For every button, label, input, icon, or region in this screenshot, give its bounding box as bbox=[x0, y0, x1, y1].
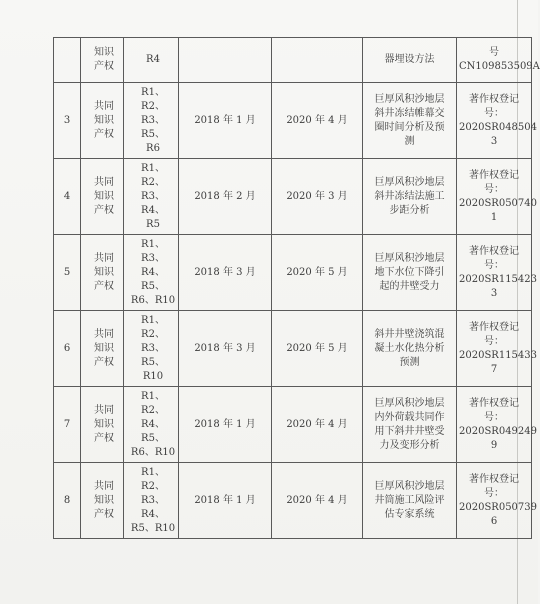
registration-cell: 著作权登记 号： 2020SR115433 7 bbox=[457, 311, 532, 387]
ownership-cell: 共同 知识 产权 bbox=[81, 83, 124, 159]
start-date-cell: 2018 年 1 月 bbox=[179, 83, 272, 159]
end-date-cell: 2020 年 4 月 bbox=[272, 83, 363, 159]
title-cell: 巨厚风积沙地层 斜井冻结帷幕交 圈时间分析及预 测 bbox=[363, 83, 457, 159]
row-number: 7 bbox=[54, 387, 81, 463]
ip-results-table bbox=[53, 37, 540, 539]
ownership-cell: 共同 知识 产权 bbox=[81, 463, 124, 539]
row-number: 6 bbox=[54, 311, 81, 387]
table-row bbox=[54, 463, 532, 539]
row-number: 5 bbox=[54, 235, 81, 311]
row-number: 4 bbox=[54, 159, 81, 235]
registration-cell: 著作权登记 号： 2020SR115423 3 bbox=[457, 235, 532, 311]
start-date-cell: 2018 年 3 月 bbox=[179, 235, 272, 311]
start-date-cell: 2018 年 2 月 bbox=[179, 159, 272, 235]
registration-cell: 著作权登记 号： 2020SR048504 3 bbox=[457, 83, 532, 159]
ownership-cell: 共同 知识 产权 bbox=[81, 311, 124, 387]
members-cell: R1、R2、 R3、R5、 R10 bbox=[124, 311, 179, 387]
end-date-cell: 2020 年 5 月 bbox=[272, 235, 363, 311]
ownership-cell: 共同 知识 产权 bbox=[81, 159, 124, 235]
title-cell: 巨厚风积沙地层 内外荷载共同作 用下斜井井壁受 力及变形分析 bbox=[363, 387, 457, 463]
members-cell: R1、R3、 R4、R5、 R6、R10 bbox=[124, 235, 179, 311]
registration-cell: 著作权登记 号： 2020SR050739 6 bbox=[457, 463, 532, 539]
members-cell: R1、R2、 R3、R5、 R6 bbox=[124, 83, 179, 159]
table-row bbox=[54, 235, 532, 311]
title-cell: 巨厚风积沙地层 井筒施工风险评 估专家系统 bbox=[363, 463, 457, 539]
table-row bbox=[54, 311, 532, 387]
members-cell: R4 bbox=[124, 38, 179, 83]
ownership-cell: 共同 知识 产权 bbox=[81, 387, 124, 463]
members-cell: R1、R2、 R3、R4、 R5、R10 bbox=[124, 463, 179, 539]
table-row bbox=[54, 38, 532, 83]
start-date-cell: 2018 年 3 月 bbox=[179, 311, 272, 387]
table-row bbox=[54, 83, 532, 159]
end-date-cell: 2020 年 4 月 bbox=[272, 387, 363, 463]
registration-cell: 号 CN109853509A bbox=[457, 38, 532, 83]
start-date-cell: 2018 年 1 月 bbox=[179, 463, 272, 539]
registration-cell: 著作权登记 号： 2020SR050740 1 bbox=[457, 159, 532, 235]
row-number bbox=[54, 38, 81, 83]
ownership-cell: 知识 产权 bbox=[81, 38, 124, 83]
end-date-cell: 2020 年 4 月 bbox=[272, 463, 363, 539]
title-cell: 巨厚风积沙地层 斜井冻结法施工 步距分析 bbox=[363, 159, 457, 235]
members-cell: R1、R2、 R4、R5、 R6、R10 bbox=[124, 387, 179, 463]
start-date-cell: 2018 年 1 月 bbox=[179, 387, 272, 463]
title-cell: 斜井井壁浇筑混 凝土水化热分析 预测 bbox=[363, 311, 457, 387]
members-cell: R1、R2、 R3、R4、 R5 bbox=[124, 159, 179, 235]
end-date-cell: 2020 年 5 月 bbox=[272, 311, 363, 387]
row-number: 8 bbox=[54, 463, 81, 539]
start-date-cell bbox=[179, 38, 272, 83]
table-row bbox=[54, 387, 532, 463]
table-row bbox=[54, 159, 532, 235]
row-number: 3 bbox=[54, 83, 81, 159]
end-date-cell bbox=[272, 38, 363, 83]
title-cell: 巨厚风积沙地层 地下水位下降引 起的井壁受力 bbox=[363, 235, 457, 311]
registration-cell: 著作权登记 号： 2020SR049249 9 bbox=[457, 387, 532, 463]
title-cell: 器埋设方法 bbox=[363, 38, 457, 83]
end-date-cell: 2020 年 3 月 bbox=[272, 159, 363, 235]
ownership-cell: 共同 知识 产权 bbox=[81, 235, 124, 311]
